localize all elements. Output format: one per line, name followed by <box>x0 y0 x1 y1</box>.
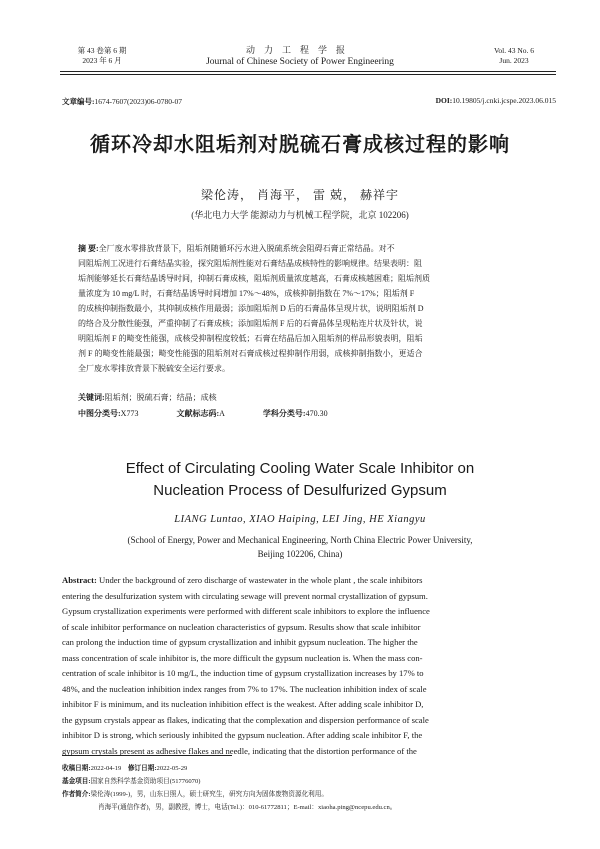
abstract-en-line: inhibitor D is strong, which seriously inhibited the gypsum nucleation. After adding scale inhibitor F, the <box>62 730 423 740</box>
doc-code-label: 文献标志码: <box>176 409 220 418</box>
keywords-value: 阻垢剂；脱硫石膏；结晶；成核 <box>104 393 217 402</box>
subject-code-value: 470.30 <box>305 409 328 418</box>
abstract-cn-label: 摘 要: <box>78 244 99 253</box>
abstract-en-line: of scale inhibitor performance on nucleation characteristics of gypsum. Results show that scale inhibitor <box>62 621 421 632</box>
fund-label: 基金项目: <box>62 778 91 785</box>
header-journal <box>150 44 450 68</box>
abstract-cn-line: 的成核抑制指数最小，其抑制成核作用最弱；添加阻垢剂 D 后的石膏晶体呈现片状，说明阻垢剂 D <box>78 304 424 313</box>
revised-label: 修订日期: <box>127 765 157 772</box>
title-english <box>40 458 560 502</box>
footnote-corresponding: 肖海平(通信作者)，男，副教授，博士，电话(Tel.)：010-61772811；E-mail：xiaoha.ping@ncepu.edu.cn。 <box>98 804 397 811</box>
abstract-en-line: 48%, and the nucleation inhibition index ranges from 7% to 17%. The nucleation inhibition index of scale <box>62 683 427 694</box>
abstract-en-label: Abstract: <box>62 575 97 585</box>
revised-date: 2022-05-29 <box>156 765 188 772</box>
affiliation-chinese: (华北电力大学 能源动力与机械工程学院，北京 102206) <box>191 210 409 220</box>
header-volume-cn: 第 43 卷第 6 期 <box>77 46 127 55</box>
authors-chinese: 梁伦涛， 肖海平， 雷 兢， 赫祥宇 <box>200 188 399 202</box>
author-bio-label: 作者简介: <box>62 791 91 798</box>
abstract-cn-line: 剂 F 的畸变性能最强；畸变性能强的阻垢剂对石膏成核过程抑制作用弱，成核抑制指数小，更适合 <box>78 349 423 358</box>
abstract-en-line: the gypsum crystals appear as flakes, indicating that the complexation and dispersion performance of scale <box>62 714 429 725</box>
author-bio-value: 梁伦涛(1999-)，男，山东日照人，硕士研究生，研究方向为固体废物资源化利用。 <box>90 791 328 798</box>
abstract-english <box>62 573 556 759</box>
fund-value: 国家自然科学基金资助项目(51776070) <box>90 778 201 785</box>
article-number-label: 文章编号: <box>62 97 95 106</box>
subject-code-label: 学科分类号: <box>262 409 306 418</box>
keywords-chinese <box>78 392 526 403</box>
header-date-cn: 2023 年 6 月 <box>82 56 122 65</box>
authors-english: LIANG Luntao, XIAO Haiping, LEI Jing, HE Xiangyu <box>174 514 426 525</box>
affiliation-english-line1: (School of Energy, Power and Mechanical Engineering, North China Electric Power University, <box>127 535 473 545</box>
footnote-rule <box>62 755 232 756</box>
abstract-cn-line: 明阻垢剂 F 的畸变性能强，成核受抑制程度较低；石膏在结晶后加入阻垢剂的样品形貌表明，阻垢 <box>78 334 423 343</box>
abstract-cn-line: 摘 要:全厂废水零排放背景下，阻垢剂随循环污水进入脱硫系统会阻碍石膏正常结晶。对不 <box>78 244 395 253</box>
abstract-chinese <box>78 241 526 376</box>
abstract-en-line: Abstract: Under the background of zero discharge of wastewater in the whole plant , the scale inhibitors <box>62 575 423 585</box>
clc-label: 中图分类号: <box>78 409 121 418</box>
header-volume-en: Vol. 43 No. 6 <box>493 46 535 55</box>
header-rule-thick <box>60 71 556 72</box>
header-volume-left <box>62 46 142 66</box>
received-date: 2022-04-19 <box>90 765 122 772</box>
doi-value: 10.19805/j.cnki.jcspe.2023.06.015 <box>452 96 556 105</box>
keywords-label: 关键词: <box>78 393 105 402</box>
doi-label: DOI: <box>435 96 453 105</box>
title-english-line2: Nucleation Process of Desulfurized Gypsum <box>153 482 447 499</box>
abstract-cn-line: 垢剂能够延长石膏结晶诱导时间，抑制石膏成核，阻垢剂质量浓度越高，石膏成核越困难；阻垢剂质 <box>78 274 430 283</box>
title-english-line1: Effect of Circulating Cooling Water Scale Inhibitor on <box>125 460 475 477</box>
abstract-en-line: mass concentration of scale inhibitor is, the more difficult the gypsum nucleation is. When the mass con- <box>62 652 423 663</box>
article-number-value: 1674-7607(2023)06-0780-07 <box>94 97 182 106</box>
header-date-en: Jun. 2023 <box>499 56 529 65</box>
abstract-en-line: centration of scale inhibitor is 10 mg/L, the induction time of gypsum crystallization increases by 17% to <box>62 668 424 678</box>
footnote-fund <box>62 775 556 788</box>
header-volume-right <box>474 46 554 66</box>
abstract-en-line: Gypsum crystallization experiments were performed with different scale inhibitors to explore the influence <box>62 606 430 616</box>
abstract-en-line: entering the desulfurization system with circulating sewage will prevent normal crystallization of gypsum. <box>62 590 428 601</box>
clc-value: X773 <box>120 409 139 418</box>
article-number <box>62 96 182 107</box>
abstract-cn-line: 的络合及分散性能强，严重抑制了石膏成核；添加阻垢剂 F 后的石膏晶体呈现粘连片状及针状，说 <box>78 319 423 328</box>
abstract-cn-line: 全厂废水零排放背景下脱硫安全运行要求。 <box>78 364 230 373</box>
affiliation-english-line2: Beijing 102206, China) <box>257 549 343 559</box>
classification-codes <box>78 408 526 419</box>
abstract-en-line: can prolong the induction time of gypsum crystallization and inhibit gypsum nucleation. The higher the <box>62 637 418 647</box>
footnote-author <box>62 788 556 801</box>
header-rule-thin <box>60 74 556 75</box>
footnotes <box>62 762 556 814</box>
abstract-en-line: gypsum crystals present as adhesive flakes and needle, indicating that the distortion performance of the <box>62 745 417 756</box>
footnote-dates <box>62 762 556 775</box>
title-chinese: 循环冷却水阻垢剂对脱硫石膏成核过程的影响 <box>90 134 510 156</box>
doi <box>380 96 556 105</box>
abstract-cn-line: 同阻垢剂工况进行石膏结晶实验，探究阻垢剂性能对石膏结晶成核特性的影响规律。结果表明：阻 <box>78 259 422 268</box>
journal-name-en: Journal of Chinese Society of Power Engineering <box>206 57 394 67</box>
received-label: 收稿日期: <box>62 765 91 772</box>
affiliation-english <box>40 533 560 561</box>
abstract-cn-line: 量浓度为 10 mg/L 时，石膏结晶诱导时间增加 17%～48%，成核抑制指数在 7%～17%；阻垢剂 F <box>78 289 415 298</box>
abstract-en-line: inhibitor F is minimum, and its nucleation inhibition effect is the weakest. After adding scale inhibitor D, <box>62 699 424 709</box>
doc-code-value: A <box>219 409 225 418</box>
journal-name-cn: 动力工程学报 <box>245 45 354 55</box>
